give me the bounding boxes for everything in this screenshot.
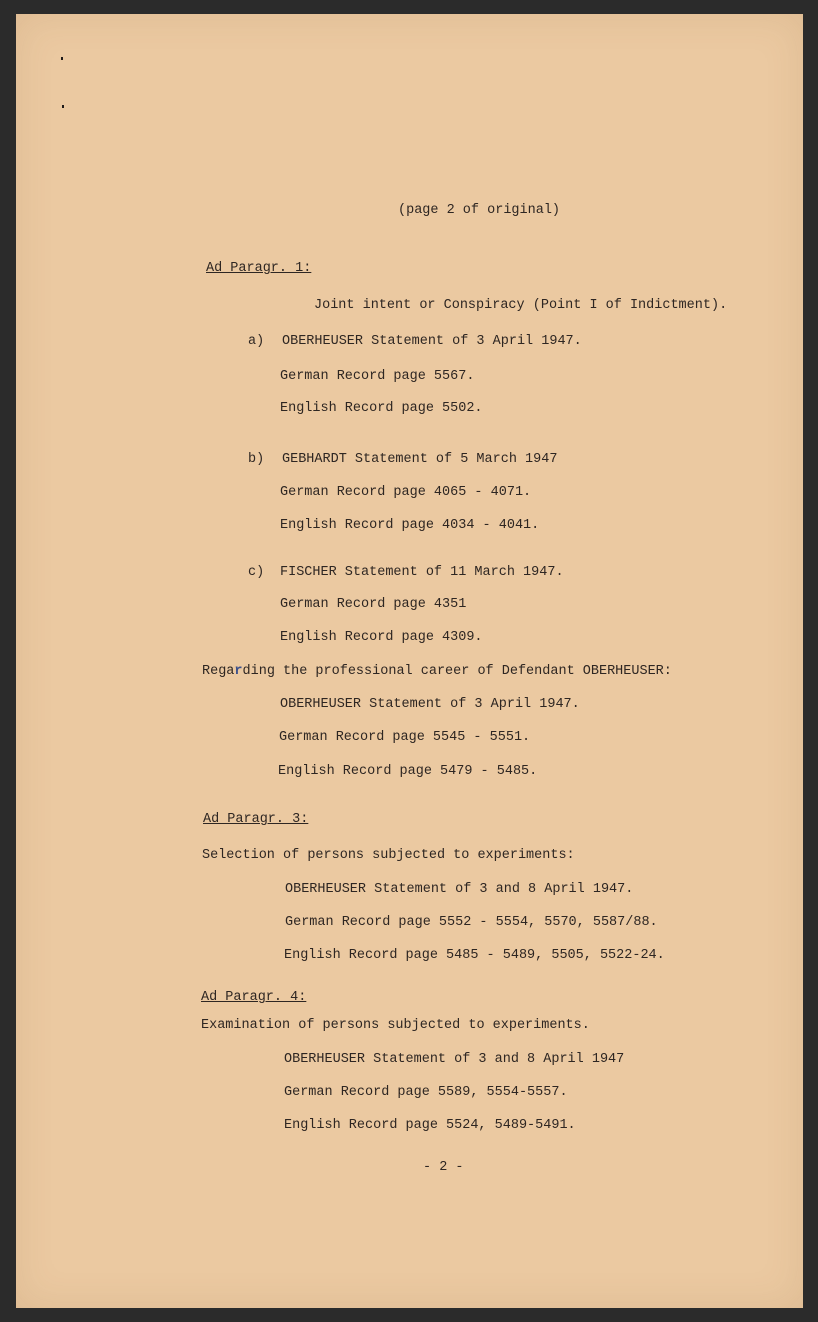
page-note: (page 2 of original) bbox=[398, 203, 561, 218]
document-page bbox=[16, 14, 803, 1308]
english-record-c: English Record page 4309. bbox=[280, 630, 483, 645]
german-record-para4: German Record page 5589, 5554-5557. bbox=[284, 1085, 568, 1100]
statement-b: GEBHARDT Statement of 5 March 1947 bbox=[282, 452, 558, 467]
item-marker-a: a) bbox=[248, 334, 265, 349]
english-record-para4: English Record page 5524, 5489-5491. bbox=[284, 1118, 576, 1133]
career-topic: Regarding the professional career of Defendant OBERHEUSER: bbox=[202, 664, 672, 679]
statement-a: OBERHEUSER Statement of 3 April 1947. bbox=[282, 334, 582, 349]
item-marker-b: b) bbox=[248, 452, 265, 467]
english-record-career: English Record page 5479 - 5485. bbox=[278, 764, 538, 779]
section-heading-para1: Ad Paragr. 1: bbox=[206, 261, 312, 276]
punch-mark bbox=[62, 105, 64, 108]
english-record-para3: English Record page 5485 - 5489, 5505, 5522-24. bbox=[284, 948, 665, 963]
statement-career: OBERHEUSER Statement of 3 April 1947. bbox=[280, 697, 580, 712]
section-heading-para3: Ad Paragr. 3: bbox=[203, 812, 309, 827]
section-topic-para4: Examination of persons subjected to experiments. bbox=[201, 1018, 590, 1033]
handwritten-correction: r bbox=[234, 664, 243, 679]
section-topic-para3: Selection of persons subjected to experiments: bbox=[202, 848, 575, 863]
statement-para3: OBERHEUSER Statement of 3 and 8 April 1947. bbox=[285, 882, 634, 897]
english-record-a: English Record page 5502. bbox=[280, 401, 483, 416]
english-record-b: English Record page 4034 - 4041. bbox=[280, 518, 540, 533]
german-record-a: German Record page 5567. bbox=[280, 369, 475, 384]
german-record-c: German Record page 4351 bbox=[280, 597, 467, 612]
section-topic-para1: Joint intent or Conspiracy (Point I of Indictment). bbox=[314, 298, 728, 313]
punch-mark bbox=[61, 57, 63, 60]
german-record-career: German Record page 5545 - 5551. bbox=[279, 730, 531, 745]
german-record-b: German Record page 4065 - 4071. bbox=[280, 485, 532, 500]
page-number: - 2 - bbox=[423, 1160, 464, 1175]
german-record-para3: German Record page 5552 - 5554, 5570, 5587/88. bbox=[285, 915, 658, 930]
statement-para4: OBERHEUSER Statement of 3 and 8 April 1947 bbox=[284, 1052, 625, 1067]
item-marker-c: c) bbox=[248, 565, 265, 580]
statement-c: FISCHER Statement of 11 March 1947. bbox=[280, 565, 564, 580]
section-heading-para4: Ad Paragr. 4: bbox=[201, 990, 307, 1005]
